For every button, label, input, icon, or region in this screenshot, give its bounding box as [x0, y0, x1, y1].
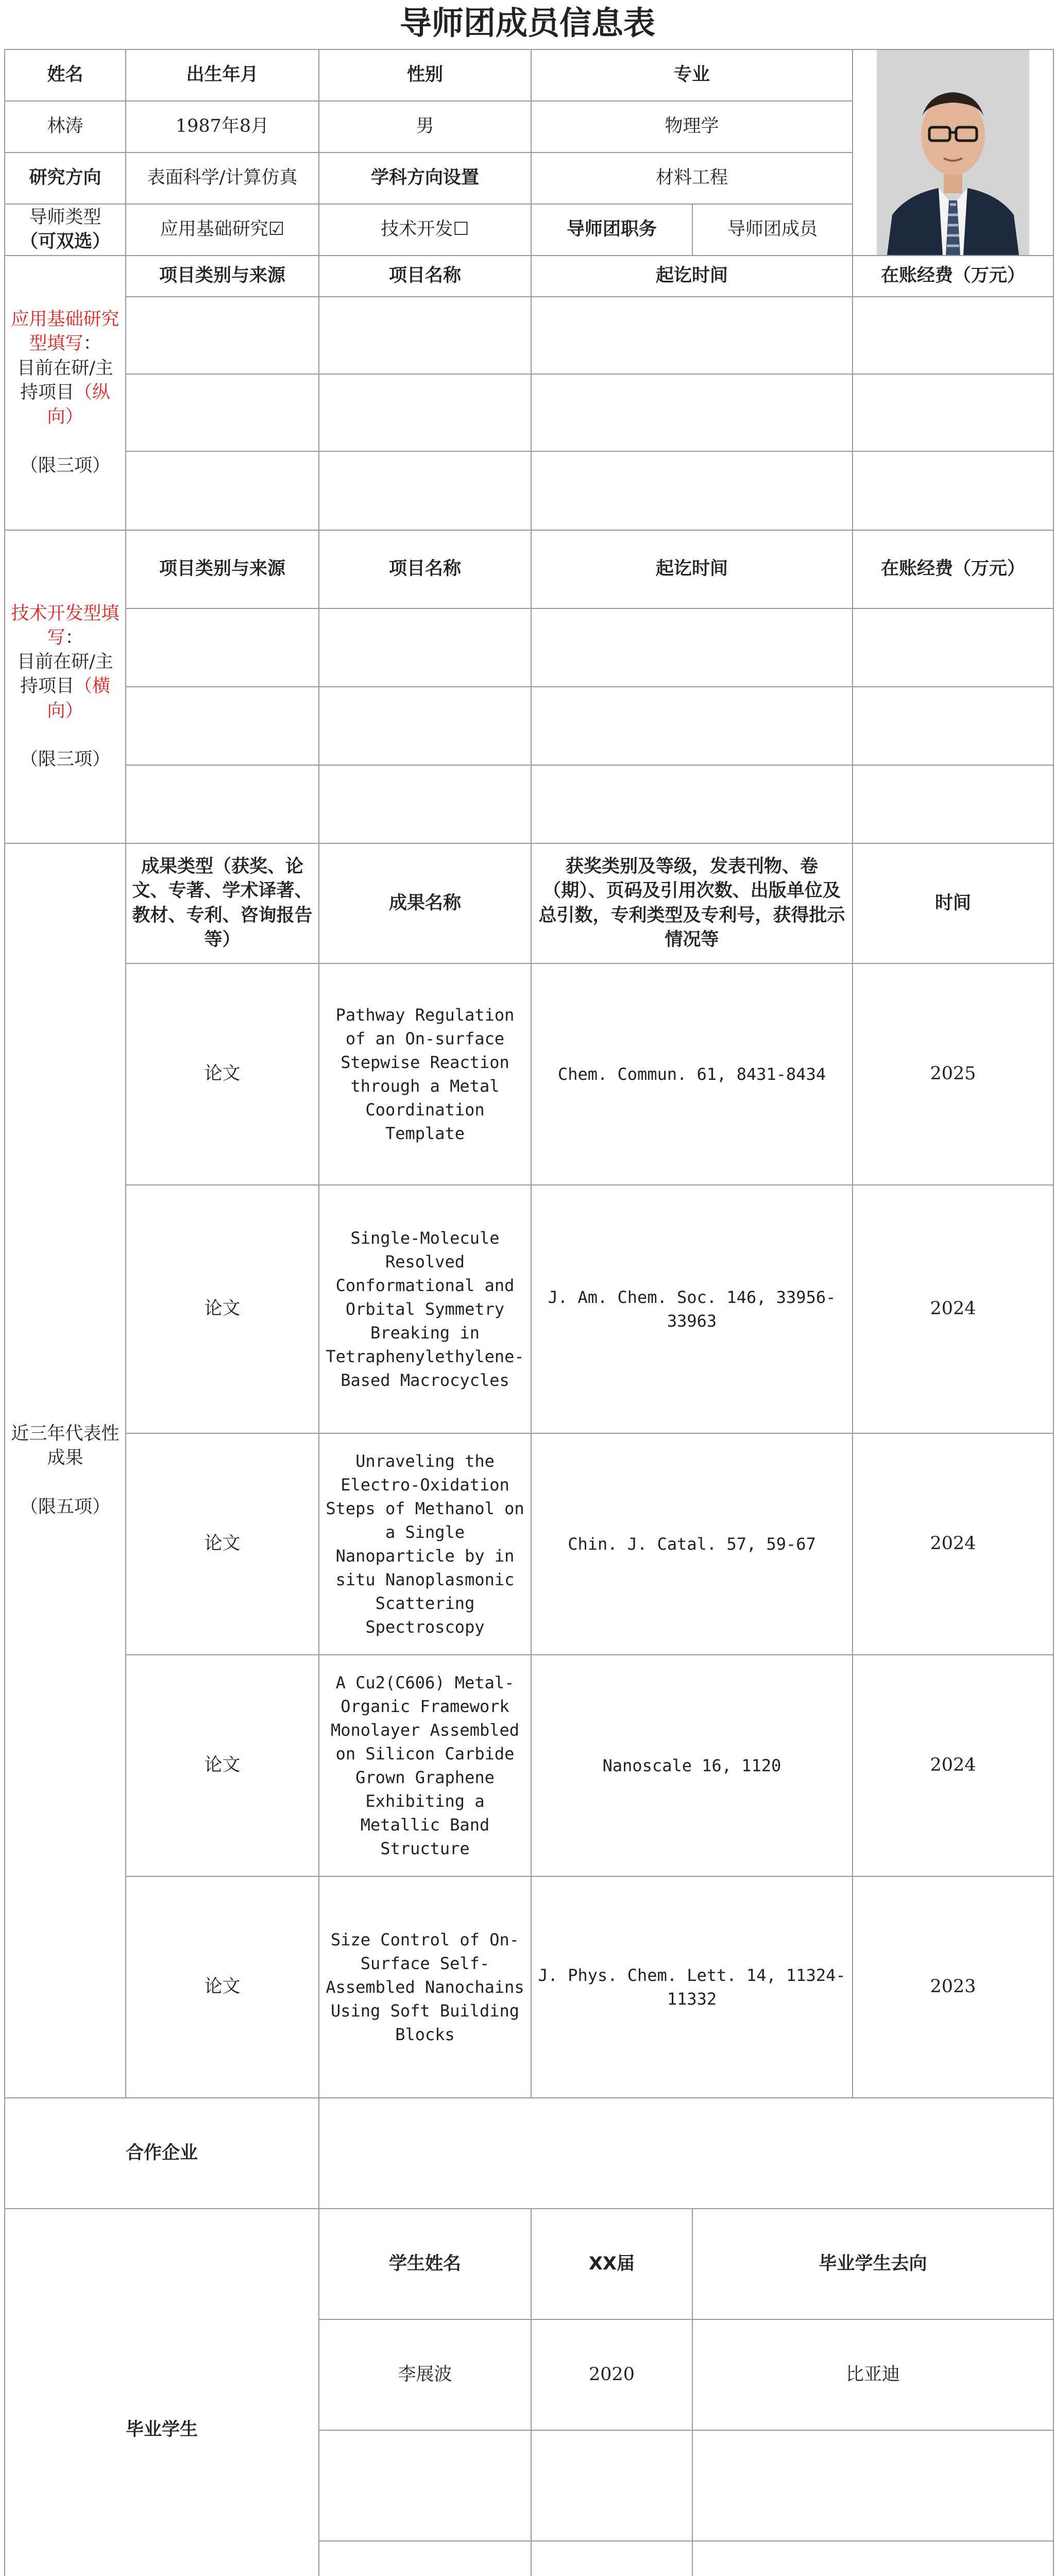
achievements-label	[5, 843, 126, 2098]
graduate-dest[interactable]	[692, 2430, 1053, 2541]
info-table	[4, 49, 1054, 2576]
gender-value: 男	[319, 101, 531, 152]
tech-label-colon: ：	[65, 627, 83, 648]
applied-projects-label	[5, 256, 126, 530]
tech-col-funds: 在账经费（万元）	[853, 530, 1053, 608]
achievement-time: 2025	[853, 963, 1053, 1185]
graduate-year[interactable]	[531, 2430, 692, 2541]
tech-cell[interactable]	[853, 765, 1053, 843]
name-value: 林涛	[5, 101, 126, 152]
achievement-name: Single-Molecule Resolved Conformational and Orbital Symmetry Breaking in Tetraphenylethylene-Based Macrocycles	[319, 1185, 531, 1433]
achievements-col-detail: 获奖类别及等级，发表刊物、卷（期）、页码及引用次数、出版单位及总引数，专利类型及专利号，获得批示情况等	[531, 843, 853, 963]
achievement-name: Size Control of On-Surface Self-Assembled Nanochains Using Soft Building Blocks	[319, 1876, 531, 2098]
tech-label-current: 目前在研/主持项目	[17, 652, 113, 697]
tech-col-source: 项目类别与来源	[126, 530, 319, 608]
tech-cell[interactable]	[126, 687, 319, 765]
tech-cell[interactable]	[126, 608, 319, 687]
applied-cell[interactable]	[126, 374, 319, 451]
achievements-col-time: 时间	[853, 843, 1053, 963]
tech-cell[interactable]	[531, 687, 853, 765]
mentor-type-label	[5, 204, 126, 256]
research-value: 表面科学/计算仿真	[126, 152, 319, 204]
achievement-time: 2024	[853, 1433, 1053, 1655]
tech-label-limit: （限三项）	[20, 749, 110, 770]
graduates-label: 毕业学生	[5, 2209, 319, 2576]
photo-cell	[853, 49, 1053, 256]
tech-cell[interactable]	[319, 608, 531, 687]
discipline-value: 材料工程	[531, 152, 853, 204]
gender-label: 性别	[319, 49, 531, 101]
partner-label: 合作企业	[5, 2098, 319, 2209]
applied-cell[interactable]	[531, 451, 853, 530]
achievement-time: 2024	[853, 1185, 1053, 1433]
partner-value[interactable]	[319, 2098, 1053, 2209]
achievement-detail: Chin. J. Catal. 57, 59-67	[531, 1433, 853, 1655]
tech-cell[interactable]	[319, 765, 531, 843]
achievements-col-type: 成果类型（获奖、论文、专著、学术译著、教材、专利、咨询报告等）	[126, 843, 319, 963]
achievement-detail: Nanoscale 16, 1120	[531, 1655, 853, 1876]
achievements-label-limit: （限五项）	[20, 1496, 110, 1517]
person-portrait-icon	[877, 50, 1029, 255]
graduate-year[interactable]	[531, 2541, 692, 2576]
tech-label-red: 技术开发型填写	[11, 603, 120, 648]
achievements-col-name: 成果名称	[319, 843, 531, 963]
applied-col-name: 项目名称	[319, 256, 531, 297]
applied-cell[interactable]	[319, 374, 531, 451]
applied-label-limit: （限三项）	[20, 455, 110, 476]
mentor-role-value: 导师团成员	[692, 204, 853, 256]
achievement-name: A Cu2(C606) Metal-Organic Framework Monolayer Assembled on Silicon Carbide Grown Graphene Exhibiting a Metallic Band Structure	[319, 1655, 531, 1876]
tech-cell[interactable]	[853, 687, 1053, 765]
graduates-col-dest: 毕业学生去向	[692, 2209, 1053, 2319]
achievement-type: 论文	[126, 1876, 319, 2098]
applied-col-period: 起讫时间	[531, 256, 853, 297]
name-label: 姓名	[5, 49, 126, 101]
applied-cell[interactable]	[853, 451, 1053, 530]
mentor-type-label-line2: （可双选）	[20, 231, 110, 252]
graduate-name: 李展波	[319, 2319, 531, 2430]
applied-cell[interactable]	[319, 297, 531, 374]
achievement-detail: J. Phys. Chem. Lett. 14, 11324-11332	[531, 1876, 853, 2098]
achievement-type: 论文	[126, 1433, 319, 1655]
achievement-time: 2023	[853, 1876, 1053, 2098]
applied-label-colon: ：	[83, 333, 101, 354]
applied-label-current: 目前在研/主持项目	[17, 358, 113, 403]
page-title: 导师团成员信息表	[399, 4, 655, 42]
graduate-year: 2020	[531, 2319, 692, 2430]
major-label: 专业	[531, 49, 853, 101]
applied-col-funds: 在账经费（万元）	[853, 256, 1053, 297]
applied-label-red: 应用基础研究型填写	[11, 309, 120, 354]
achievements-label-text: 近三年代表性成果	[11, 1423, 120, 1469]
mentor-role-label: 导师团职务	[531, 204, 692, 256]
applied-cell[interactable]	[531, 297, 853, 374]
tech-label-horizontal: （横向）	[47, 676, 111, 721]
applied-col-source: 项目类别与来源	[126, 256, 319, 297]
graduate-dest[interactable]	[692, 2541, 1053, 2576]
achievement-name: Unraveling the Electro-Oxidation Steps of Methanol on a Single Nanoparticle by in situ Nanoplasmonic Scattering Spectroscopy	[319, 1433, 531, 1655]
mentor-type-label-line1: 导师类型	[29, 207, 101, 228]
birth-value: 1987年8月	[126, 101, 319, 152]
graduate-dest: 比亚迪	[692, 2319, 1053, 2430]
birth-label: 出生年月	[126, 49, 319, 101]
discipline-label: 学科方向设置	[319, 152, 531, 204]
achievement-detail: Chem. Commun. 61, 8431-8434	[531, 963, 853, 1185]
achievement-time: 2024	[853, 1655, 1053, 1876]
mentor-type-applied-option[interactable]: 应用基础研究☑	[126, 204, 319, 256]
tech-projects-label	[5, 530, 126, 843]
graduates-col-name: 学生姓名	[319, 2209, 531, 2319]
applied-cell[interactable]	[853, 374, 1053, 451]
applied-label-vertical: （纵向）	[47, 382, 111, 428]
applied-cell[interactable]	[853, 297, 1053, 374]
mentor-type-tech-option[interactable]: 技术开发☐	[319, 204, 531, 256]
applied-cell[interactable]	[126, 297, 319, 374]
tech-cell[interactable]	[531, 765, 853, 843]
achievement-type: 论文	[126, 1655, 319, 1876]
applied-cell[interactable]	[319, 451, 531, 530]
tech-col-period: 起讫时间	[531, 530, 853, 608]
achievement-detail: J. Am. Chem. Soc. 146, 33956-33963	[531, 1185, 853, 1433]
tech-cell[interactable]	[531, 608, 853, 687]
graduate-name[interactable]	[319, 2430, 531, 2541]
major-value: 物理学	[531, 101, 853, 152]
tech-cell[interactable]	[126, 765, 319, 843]
achievement-name: Pathway Regulation of an On-surface Stepwise Reaction through a Metal Coordination Template	[319, 963, 531, 1185]
research-label: 研究方向	[5, 152, 126, 204]
tech-cell[interactable]	[853, 608, 1053, 687]
achievement-type: 论文	[126, 963, 319, 1185]
tech-col-name: 项目名称	[319, 530, 531, 608]
applied-cell[interactable]	[531, 374, 853, 451]
graduate-name[interactable]	[319, 2541, 531, 2576]
achievement-type: 论文	[126, 1185, 319, 1433]
tech-cell[interactable]	[319, 687, 531, 765]
graduates-col-year: XX届	[531, 2209, 692, 2319]
applied-cell[interactable]	[126, 451, 319, 530]
